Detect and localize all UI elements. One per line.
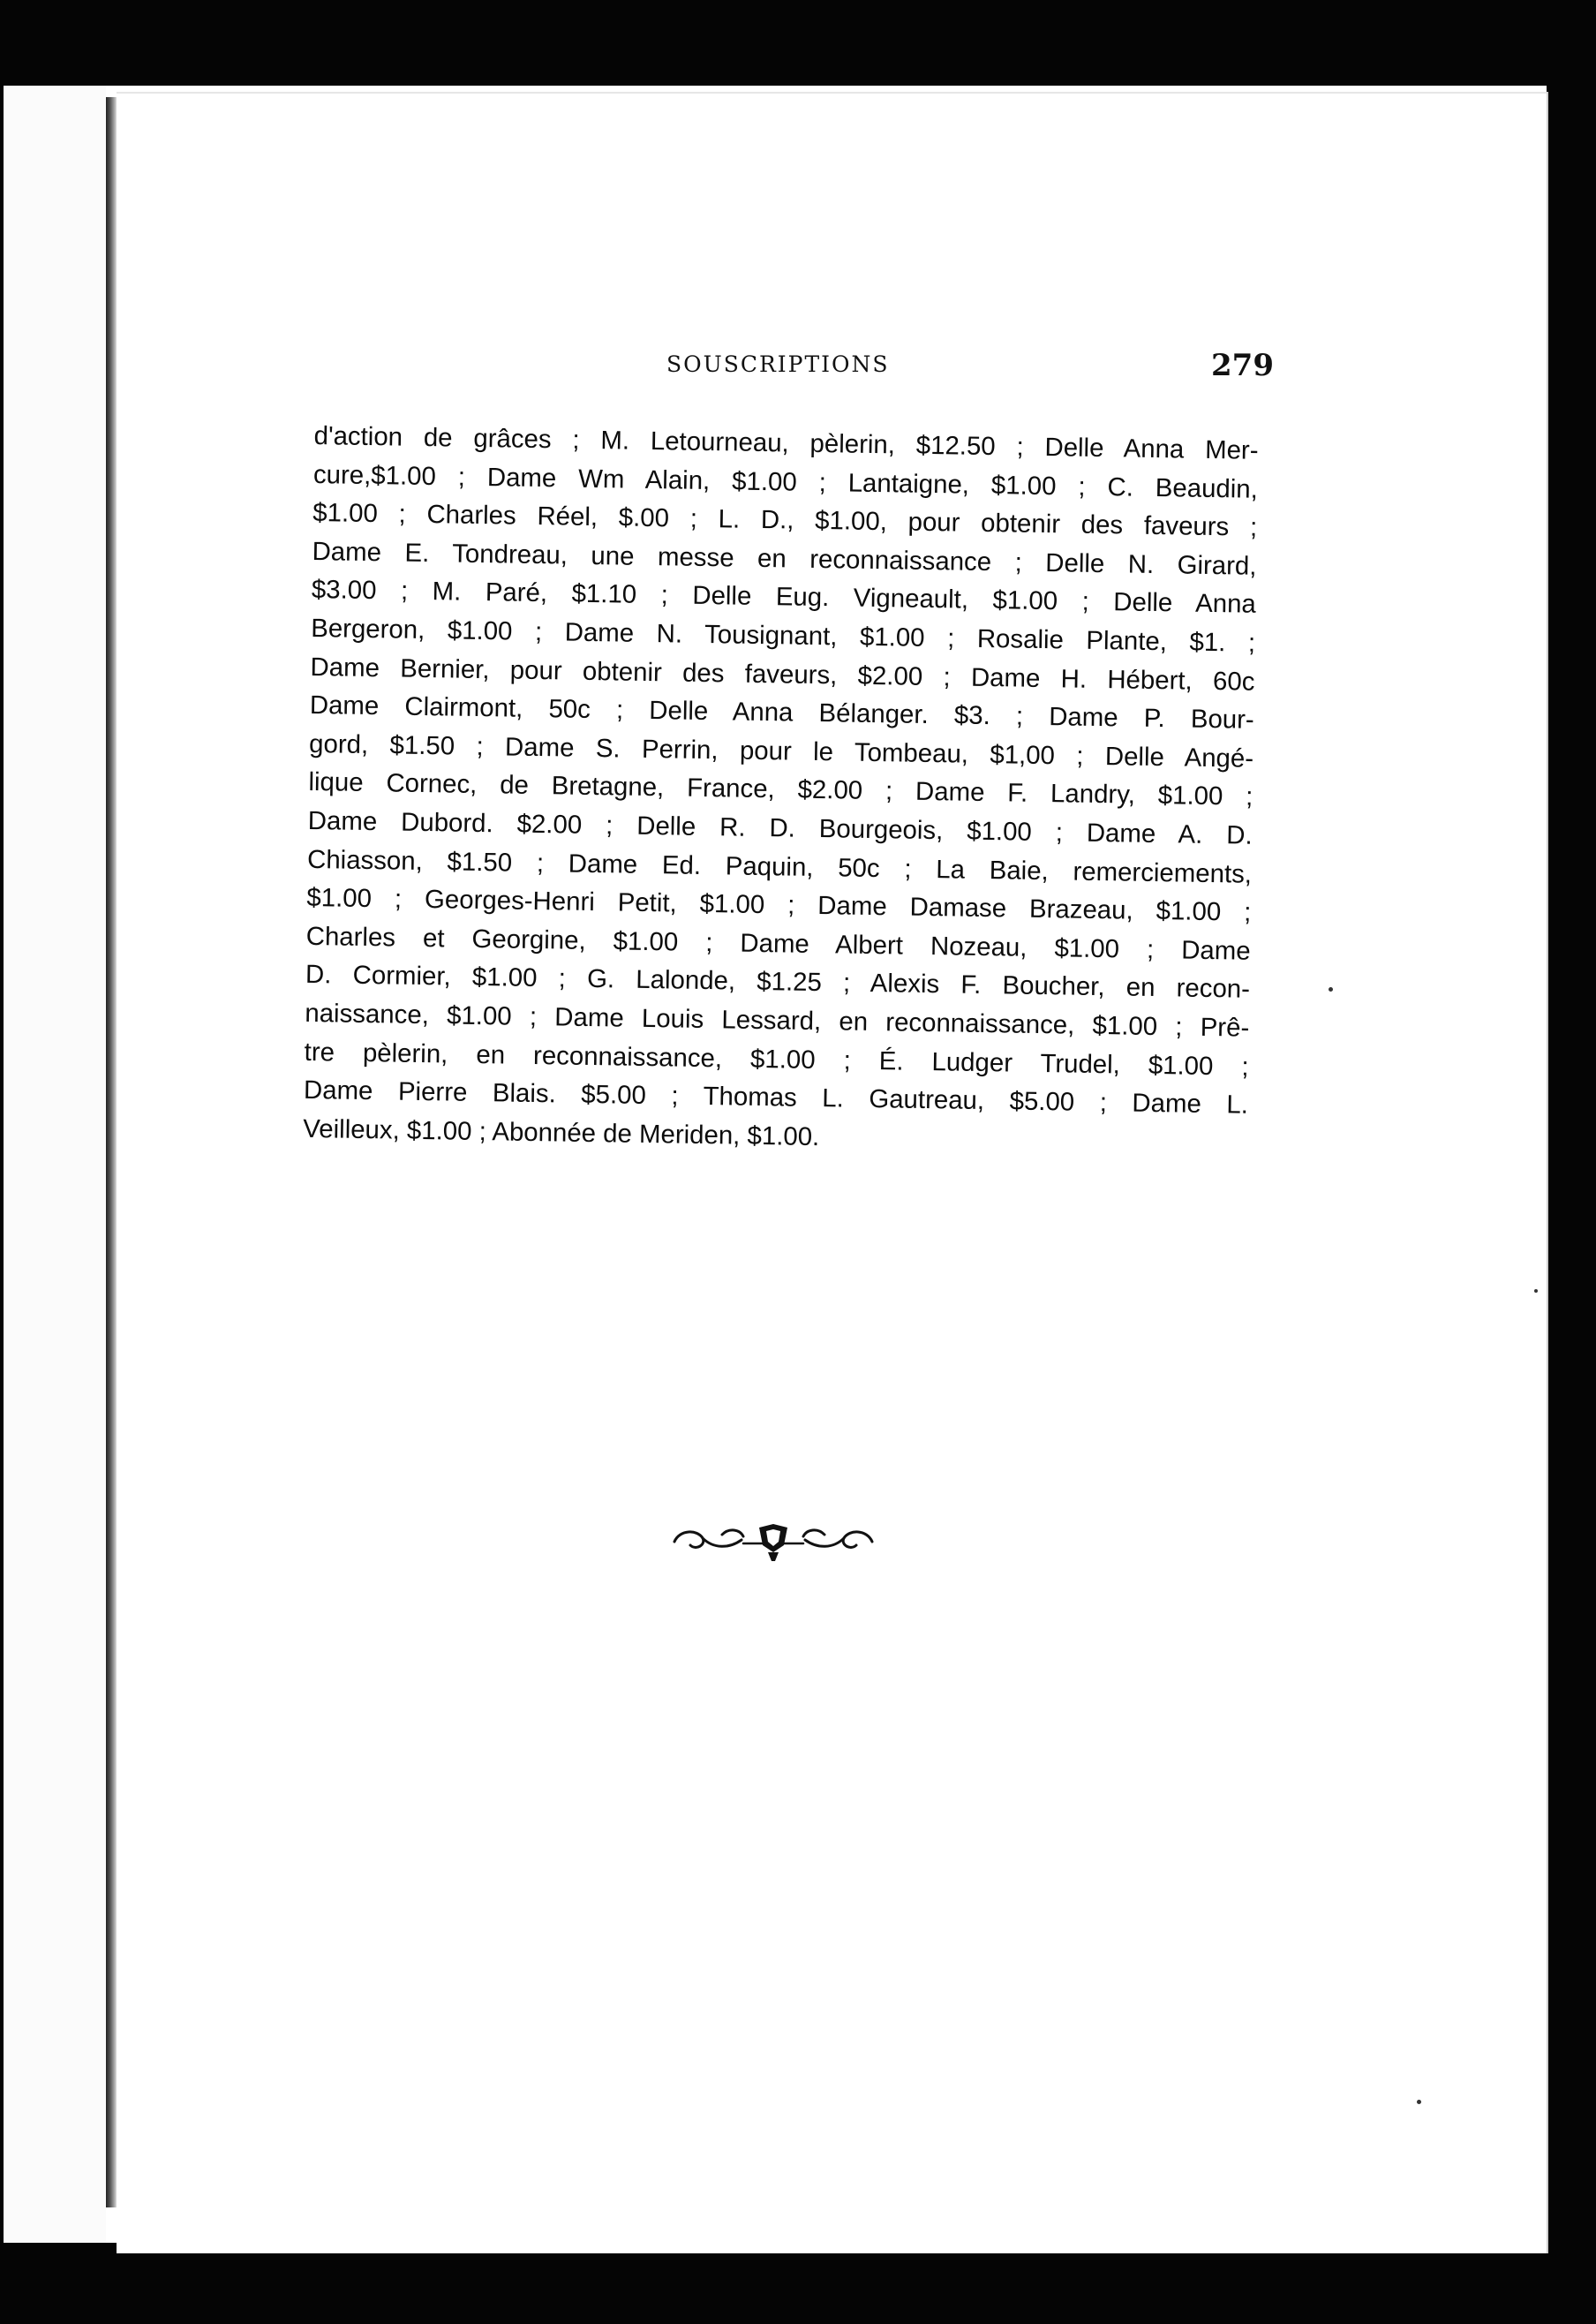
book-page [117,92,1548,2253]
body-line: Dame Clairmont, 50c ; Delle Anna Bélanger. $3. ; Dame P. Bour- [309,690,1254,735]
body-line: Chiasson, $1.50 ; Dame Ed. Paquin, 50c ; La Baie, remerciements, [306,844,1253,889]
body-line: D. Cormier, $1.00 ; G. Lalonde, $1.25 ; Alexis F. Boucher, en recon- [305,960,1251,1005]
dust-speck [1534,1289,1538,1293]
body-line: Dame Dubord. $2.00 ; Delle R. D. Bourgeois, $1.00 ; Dame A. D. [307,805,1253,850]
dust-speck [1329,987,1333,992]
running-title: SOUSCRIPTIONS [666,351,890,377]
scan-border-bottom [0,2243,1596,2324]
body-line: Veilleux, $1.00 ; Abonnée de Meriden, $1.00. [303,1113,820,1151]
scan-border-top [0,0,1596,86]
body-line: lique Cornec, de Bretagne, France, $2.00 ; Dame F. Landry, $1.00 ; [308,767,1253,812]
body-line: Charles et Georgine, $1.00 ; Dame Albert Nozeau, $1.00 ; Dame [305,921,1251,966]
body-line: Dame E. Tondreau, une messe en reconnaissance ; Delle N. Girard, [312,536,1257,581]
scan-border-right [1547,0,1596,2324]
body-line: tre pèlerin, en reconnaissance, $1.00 ; É. Ludger Trudel, $1.00 ; [304,1037,1249,1082]
fleuron-ornament-icon [667,1519,879,1565]
body-line: d'action de grâces ; M. Letourneau, pèlerin, $12.50 ; Delle Anna Mer- [313,420,1259,465]
body-line: $1.00 ; Charles Réel, $.00 ; L. D., $1.00, pour obtenir des faveurs ; [312,498,1258,542]
body-line: $1.00 ; Georges-Henri Petit, $1.00 ; Dame Damase Brazeau, $1.00 ; [306,883,1252,927]
book-gutter-shadow [106,97,117,2207]
body-line: cure,$1.00 ; Dame Wm Alain, $1.00 ; Lantaigne, $1.00 ; C. Beaudin, [312,459,1259,504]
previous-page-edge [4,86,106,2243]
body-line: Bergeron, $1.00 ; Dame N. Tousignant, $1.00 ; Rosalie Plante, $1. ; [310,613,1256,658]
body-line: Dame Pierre Blais. $5.00 ; Thomas L. Gautreau, $5.00 ; Dame L. [303,1075,1249,1120]
body-line: gord, $1.50 ; Dame S. Perrin, pour le Tombeau, $1,00 ; Delle Angé- [308,728,1254,773]
body-line: $3.00 ; M. Paré, $1.10 ; Delle Eug. Vigneault, $1.00 ; Delle Anna [311,575,1257,620]
body-line: naissance, $1.00 ; Dame Louis Lessard, en reconnaissance, $1.00 ; Prê- [305,998,1250,1043]
page-number: 279 [1211,348,1274,383]
dust-speck [1417,2100,1421,2104]
subscription-list-paragraph [303,417,1259,1163]
body-line: Dame Bernier, pour obtenir des faveurs, $2.00 ; Dame H. Hébert, 60c [310,652,1255,697]
